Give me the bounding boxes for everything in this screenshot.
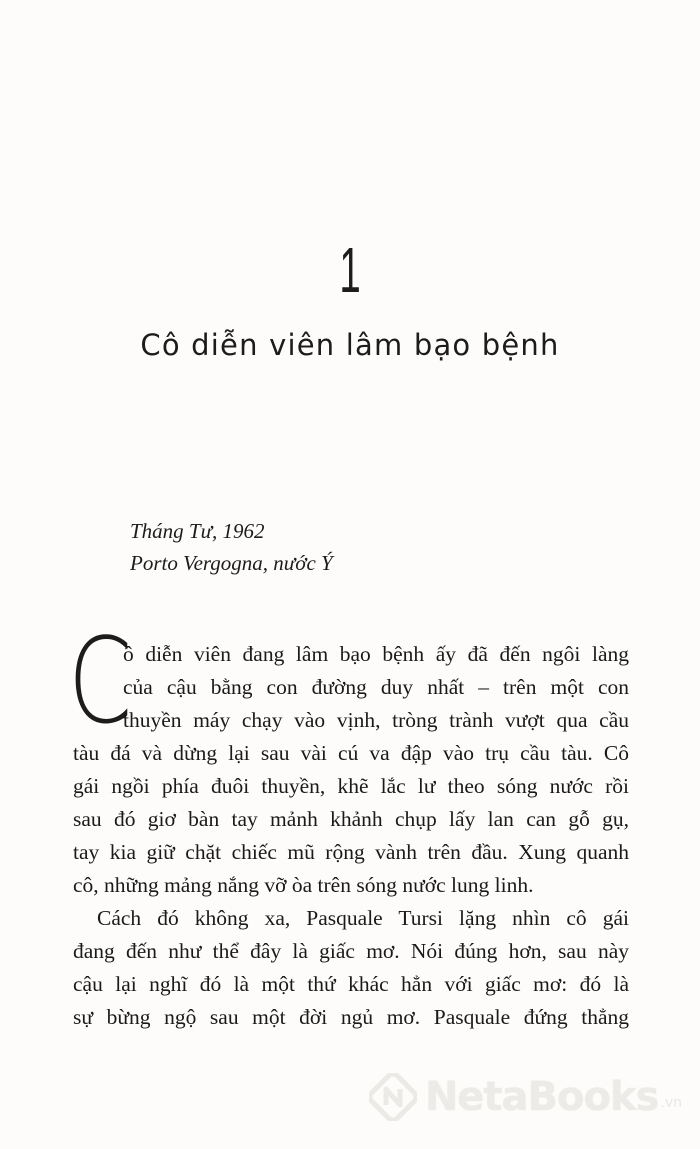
dateline-date: Tháng Tư, 1962 (130, 519, 265, 543)
text-line: cậu lại nghĩ đó là một thứ khác hẳn với giấc mơ: đó là (73, 972, 629, 996)
body-text (73, 638, 629, 1034)
text-line: tay kia giữ chặt chiếc mũ rộng vành trên đầu. Xung quanh (73, 840, 629, 864)
watermark (369, 1073, 682, 1121)
netabooks-logo-icon (369, 1073, 417, 1121)
chapter-title: Cô diễn viên lâm bạo bệnh (140, 328, 560, 362)
chapter-number: 1 (339, 234, 361, 306)
text-line: đang đến như thể đây là giấc mơ. Nói đúng hơn, sau này (73, 939, 629, 963)
text-line: của cậu bằng con đường duy nhất – trên một con (123, 675, 629, 699)
paragraph-2 (73, 902, 629, 1034)
text-line: sau đó giơ bàn tay mảnh khảnh chụp lấy lan can gỗ gụ, (73, 807, 629, 831)
text-line: thuyền máy chạy vào vịnh, tròng trành vượt qua cầu (123, 708, 629, 732)
text-line: cô, những mảng nắng vỡ òa trên sóng nước lung linh. (73, 873, 534, 897)
dateline-place: Porto Vergogna, nước Ý (130, 551, 333, 575)
drop-cap: C (68, 612, 133, 750)
text-line: ô diễn viên đang lâm bạo bệnh ấy đã đến ngôi làng (123, 642, 629, 666)
watermark-suffix: .vn (660, 1095, 682, 1111)
text-line: gái ngồi phía đuôi thuyền, khẽ lắc lư theo sóng nước rồi (73, 774, 629, 798)
watermark-brand: NetaBooks (424, 1074, 659, 1120)
text-line: tàu đá và dừng lại sau vài cú va đập vào trụ cầu tàu. Cô (73, 741, 629, 765)
paragraph-1 (73, 638, 629, 902)
text-line: sự bừng ngộ sau một đời ngủ mơ. Pasquale đứng thẳng (73, 1005, 629, 1029)
text-line: Cách đó không xa, Pasquale Tursi lặng nhìn cô gái (97, 906, 629, 930)
dateline (130, 515, 333, 579)
